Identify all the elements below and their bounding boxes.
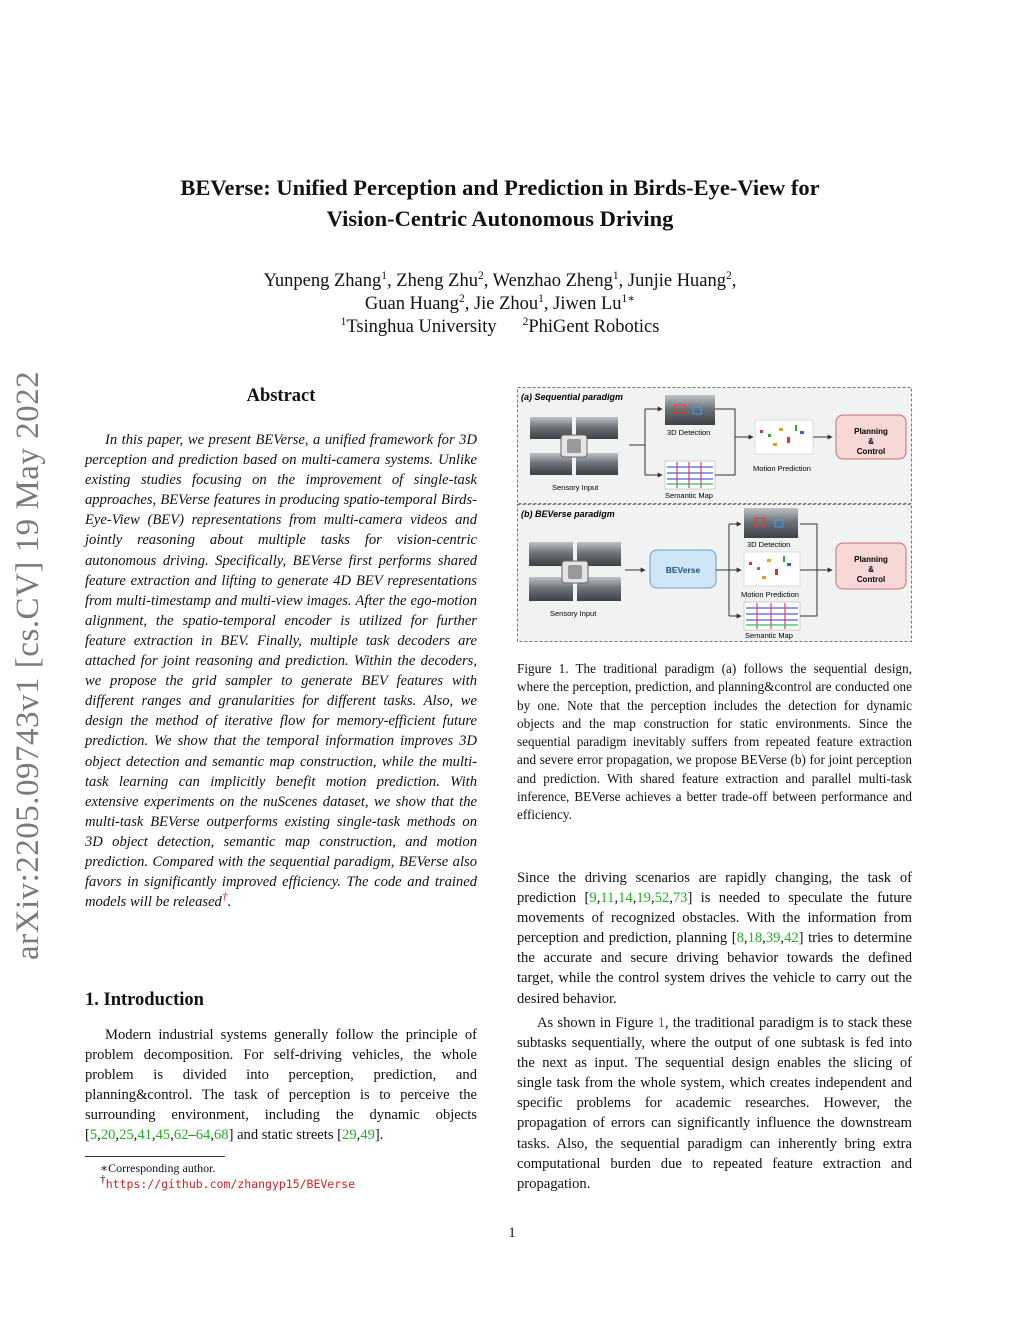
beverse-label: BEVerse: [665, 565, 701, 575]
footnote-corresponding: ∗Corresponding author.: [100, 1161, 216, 1175]
citation-link[interactable]: 5: [89, 1127, 98, 1144]
author-affil-mark: 2: [726, 269, 732, 282]
right-p2-text-1: As shown in Figure: [537, 1015, 658, 1031]
footnote-rule: [85, 1156, 225, 1157]
author-block: [160, 270, 840, 339]
abstract-body: [85, 430, 477, 912]
citation-link[interactable]: 64: [195, 1127, 211, 1144]
control-label: Control: [856, 575, 886, 584]
figure-reference-link[interactable]: 1: [657, 1015, 665, 1031]
right-p1-text-1: Since the driving scenarios are rapidly changing, the task of prediction [: [517, 870, 912, 907]
citation-link[interactable]: 42: [784, 930, 799, 947]
citation-link[interactable]: 52: [654, 890, 670, 907]
right-p1-text-3: ] tries to determine the accurate and secure driving behavior towards the defined target, while the control system drives the vehicle to carry out the desired behavior.: [517, 930, 912, 1007]
paper-title: [120, 172, 880, 234]
author-affil-mark: 1∗: [621, 292, 636, 305]
control-label: Control: [856, 447, 886, 456]
abstract-end: .: [227, 894, 232, 911]
detection-label-a: 3D Detection: [667, 428, 711, 437]
abstract-heading: Abstract: [246, 386, 316, 406]
footnotes: [100, 1160, 355, 1192]
author-name: Jiwen Lu: [553, 294, 622, 314]
author-line-2: Guan Huang$^2$, Jie Zhou$^1$, Jiwen $Lu^{1∗}$: [364, 292, 636, 314]
title-line-2: Vision-Centric Autonomous Driving: [326, 206, 674, 231]
ampersand-label: &: [868, 565, 874, 574]
citation-link[interactable]: 9: [589, 890, 597, 907]
intro-paragraph: Modern industrial systems generally follow the principle of problem decomposition. For self-driving vehicles, the whole problem is divided into perception, prediction, and planning&control. The task of perception is to perceive the surrounding environment, including the dynamic objects [5,20,25,41,45,62–64,68] and static streets [29,49].: [85, 1027, 477, 1144]
semantic-label-a: Semantic Map: [665, 491, 713, 500]
footnote-dagger-link[interactable]: †: [221, 891, 228, 904]
citation-link[interactable]: 14: [618, 890, 633, 907]
right-p2-text-2: , the traditional paradigm is to stack these subtasks sequentially, where the output of one subtask is fed into the next as input. The sequential design enables the slicing of single task from the whole system, which creates independent and specific problems for academic researches. However, the propagation of errors can significantly influence the downstream tasks. Also, the sequential paradigm can inherently bring extra computational burden due to repeated feature extraction and propagation.: [517, 1015, 913, 1192]
github-url-link[interactable]: https://github.com/zhangyp15/BEVerse: [105, 1177, 355, 1191]
citation-link[interactable]: 11: [600, 890, 615, 907]
motion-prediction-image-a: [755, 420, 813, 454]
author-name: Wenzhao Zheng: [492, 271, 613, 291]
ampersand-label: &: [868, 437, 874, 446]
intro-text-2: ] and static streets [: [228, 1127, 343, 1144]
citation-link[interactable]: 73: [672, 890, 688, 907]
motion-prediction-image-b: [744, 552, 800, 586]
citation-link[interactable]: 39: [765, 930, 781, 947]
author-affil-mark: 1: [612, 269, 619, 282]
author-name: Yunpeng Zhang: [263, 271, 382, 291]
planning-label: Planning: [854, 427, 888, 436]
paradigm-paragraph: [517, 1013, 912, 1194]
author-name: Junjie Huang: [627, 271, 727, 291]
author-line-1: Yunpeng Zhang$^1$, Zheng Zhu$^2$, Wenzhao Zheng$^1$, Junjie Huang$^2$,: [263, 269, 737, 291]
right-p1-text-2: ] is needed to speculate the future movements of recognized obstacles. With the information from perception and prediction, planning [: [517, 890, 912, 947]
citation-link[interactable]: 68: [213, 1127, 229, 1144]
planning-label: Planning: [854, 555, 888, 564]
affiliation-1: Tsinghua University: [346, 317, 497, 337]
title-line-1: BEVerse: Unified Perception and Prediction in Birds-Eye-View for: [180, 175, 820, 200]
detection-image-a: [665, 395, 715, 425]
sensory-input-label-a: Sensory Input: [552, 483, 599, 492]
arxiv-identifier: arXiv:2205.09743v1 [cs.CV] 19 May 2022: [10, 370, 46, 960]
citation-link[interactable]: 41: [137, 1127, 152, 1144]
panel-a-label: (a) Sequential paradigm: [521, 392, 624, 402]
detection-image-b: [744, 508, 798, 538]
figure-1-caption: Figure 1. The traditional paradigm (a) follows the sequential design, where the perception, prediction, and planning&control are conducted one by one. Note that the perception includes the detection for dynamic objects and the map construction for static environments. Since the sequential paradigm inevitably suffers from repeated feature extraction and severe error propagation, we propose BEVerse (b) for joint perception and prediction. With shared feature extraction and parallel multi-task inference, BEVerse achieves a better trade-off between performance and efficiency.: [517, 661, 912, 823]
footnote-mark: †: [100, 1174, 106, 1186]
semantic-map-image-a: [665, 461, 715, 489]
motion-label-a: Motion Prediction: [753, 464, 811, 473]
sensory-input-label-b: Sensory Input: [550, 609, 597, 618]
author-affil-mark: 1: [381, 269, 388, 282]
prediction-paragraph: Since the driving scenarios are rapidly changing, the task of prediction [9,11,14,19,52,73] is needed to speculate the future movements of recognized obstacles. With the information from perception and prediction, planning [8,18,39,42] tries to determine the accurate and secure driving behavior towards the defined target, while the control system drives the vehicle to carry out the desired behavior.: [517, 870, 912, 1007]
affil-mark: 1: [340, 315, 347, 328]
author-name: Zheng Zhu: [396, 271, 478, 291]
author-affil-mark: 1: [538, 292, 544, 305]
detection-label-b: 3D Detection: [747, 540, 791, 549]
intro-text-1: Modern industrial systems generally follow the principle of problem decomposition. For self-driving vehicles, the whole problem is divided into perception, prediction, and planning&control. The task of perception is to perceive the surrounding environment, including the dynamic objects [: [85, 1027, 477, 1144]
affiliation-2: PhiGent Robotics: [528, 317, 660, 337]
citation-link[interactable]: 45: [155, 1127, 171, 1144]
semantic-map-image-b: [744, 602, 800, 630]
citation-link[interactable]: 29: [342, 1127, 357, 1144]
semantic-label-b: Semantic Map: [745, 631, 793, 640]
panel-b-label: (b) BEVerse paradigm: [521, 509, 615, 519]
affiliations: [160, 316, 840, 339]
motion-label-b: Motion Prediction: [741, 590, 799, 599]
citation-link[interactable]: 8: [736, 930, 744, 947]
footnote-code-link: [100, 1176, 355, 1192]
citation-link[interactable]: 49: [360, 1127, 375, 1144]
author-name: Jie Zhou: [473, 294, 539, 314]
citation-link[interactable]: 25: [119, 1127, 134, 1144]
page-number: 1: [508, 1225, 516, 1241]
citation-link[interactable]: 20: [100, 1127, 116, 1144]
intro-text-3: ].: [374, 1127, 384, 1144]
cite-dash: –: [188, 1127, 196, 1144]
affil-mark: 2: [522, 315, 529, 328]
author-name: Guan Huang: [364, 294, 459, 314]
citation-link[interactable]: 19: [636, 890, 651, 907]
figure-1: [517, 387, 912, 642]
citation-link[interactable]: 18: [747, 930, 763, 947]
author-affil-mark: 2: [477, 269, 484, 282]
section-heading-introduction: 1. Introduction: [85, 990, 204, 1010]
figure-1-diagram: [517, 387, 912, 642]
abstract-text: In this paper, we present BEVerse, a unified framework for 3D perception and prediction based on multi-camera systems. Unlike existing studies focusing on the improvement of single-task approaches, BEVerse features in producing spatio-temporal Birds-Eye-View (BEV) representations from multi-camera videos and jointly reasoning about multiple tasks for vision-centric autonomous driving. Specifically, BEVerse first performs shared feature extraction and lifting to generate 4D BEV representations from multi-timestamp and multi-view images. After the ego-motion alignment, the spatio-temporal encoder is utilized for further feature extraction in BEV. Finally, multiple task decoders are attached for joint reasoning and prediction. Within the decoders, we propose the grid sampler to generate BEV features with different ranges and granularities for different tasks. Also, we design the method of iterative flow for memory-efficient future prediction. We show that the temporal information improves 3D object detection and semantic map construction, while the multi-task learning can implicitly benefit motion prediction. With extensive experiments on the nuScenes dataset, we show that the multi-task BEVerse outperforms existing single-task methods on 3D object detection, semantic map construction, and motion prediction. Compared with the sequential paradigm, BEVerse also favors in significantly improved efficiency. The code and trained models will be released: [85, 432, 477, 911]
author-affil-mark: 2: [458, 292, 465, 305]
citation-link[interactable]: 62: [173, 1127, 189, 1144]
